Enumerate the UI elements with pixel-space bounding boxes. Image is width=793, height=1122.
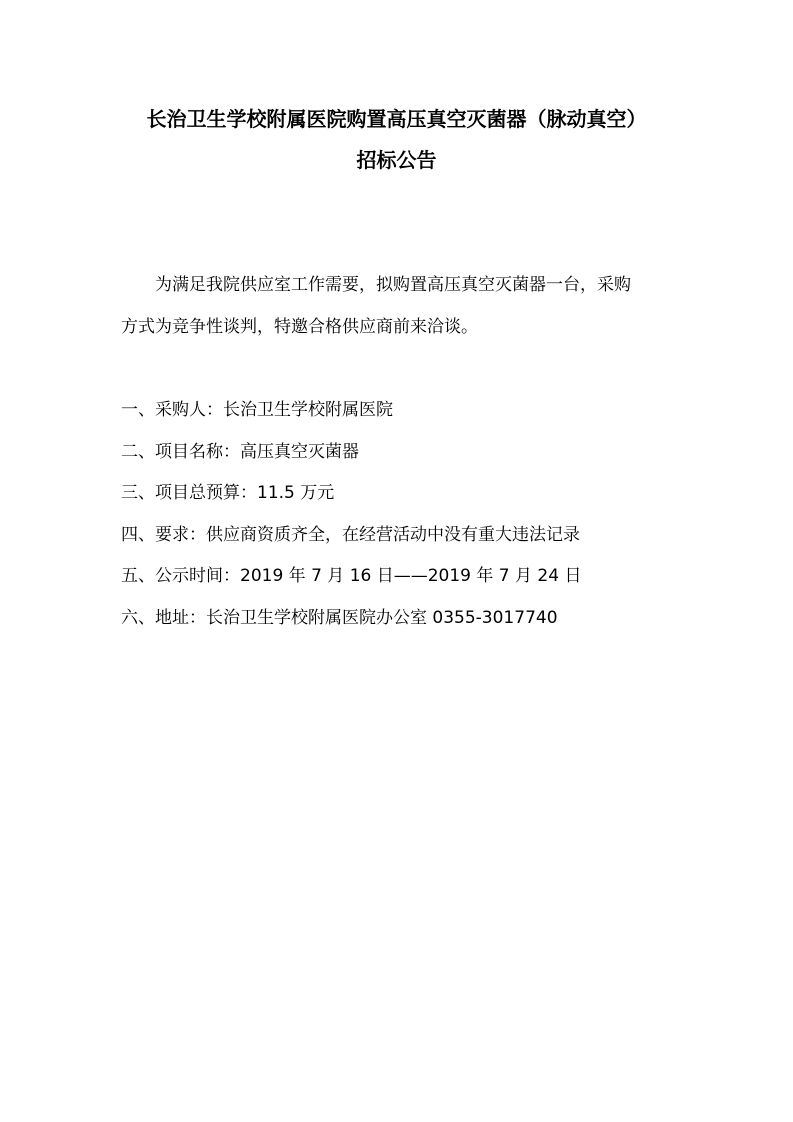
list-item-address: 六、地址：长治卫生学校附属医院办公室 0355-3017740 [121, 608, 558, 628]
list-item-publicity-period: 五、公示时间：2019 年 7 月 16 日——2019 年 7 月 24 日 [121, 566, 582, 586]
document-title: 长治卫生学校附属医院购置高压真空灭菌器（脉动真空） [146, 107, 647, 131]
intro-paragraph-line-1: 为满足我院供应室工作需要，拟购置高压真空灭菌器一台，采购 [155, 275, 631, 295]
list-item-purchaser: 一、采购人：长治卫生学校附属医院 [121, 400, 393, 420]
list-item-budget: 三、项目总预算：11.5 万元 [121, 483, 335, 503]
list-item-requirements: 四、要求：供应商资质齐全，在经营活动中没有重大违法记录 [121, 525, 580, 545]
list-item-project-name: 二、项目名称：高压真空灭菌器 [121, 442, 359, 462]
intro-paragraph-line-2: 方式为竞争性谈判，特邀合格供应商前来洽谈。 [121, 317, 478, 337]
document-subtitle: 招标公告 [356, 148, 437, 172]
